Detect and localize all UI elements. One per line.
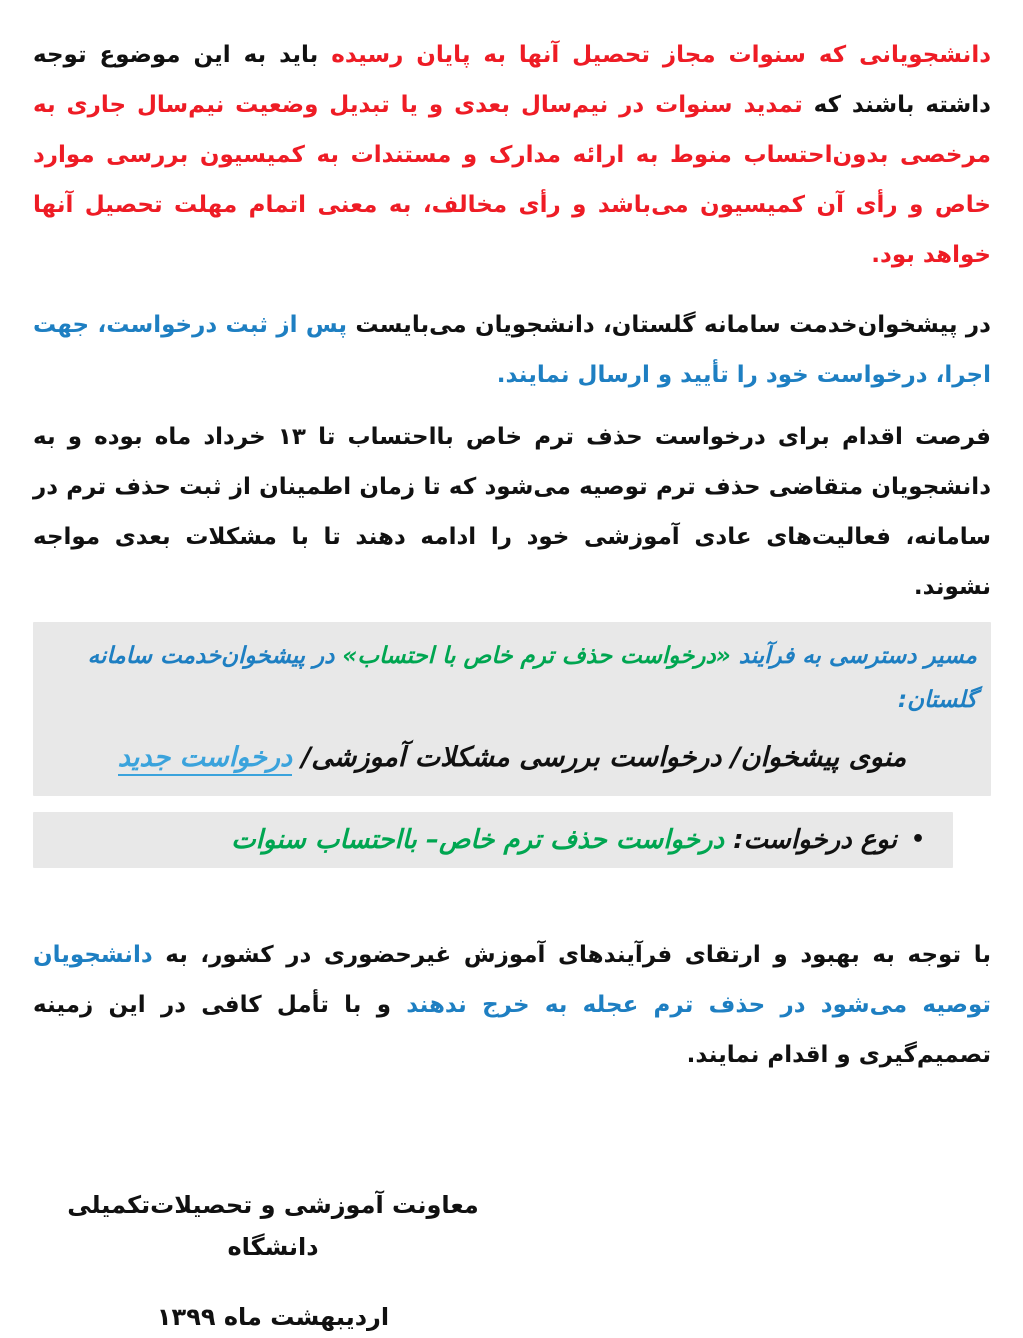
new-request-link[interactable]: درخواست جدید — [118, 742, 292, 776]
access-path-title-line — [47, 634, 977, 722]
request-type-label: نوع درخواست: — [724, 825, 897, 855]
path-green-request-name: «درخواست حذف ترم خاص با احتساب» — [342, 643, 731, 669]
paragraph-service-desk-instruction — [33, 300, 991, 400]
signature-date: اردیبهشت ماه ۱۳۹۹ — [156, 1303, 390, 1331]
signature-department: معاونت آموزشی و تحصیلات‌تکمیلی دانشگاه — [67, 1191, 479, 1261]
path-blue-segment-2: در پیشخوان‌خدمت سامانه گلستان: — [87, 643, 977, 713]
paragraph-advice — [33, 930, 991, 1080]
request-type-value: درخواست حذف ترم خاص– بااحتساب سنوات — [231, 825, 725, 855]
p1-black-segment: باید به این موضوع توجه داشته باشند که — [33, 42, 991, 118]
highlight-box-request-type — [33, 812, 953, 868]
bullet-icon: • — [910, 827, 925, 852]
paragraph-study-years-warning — [33, 30, 991, 280]
access-path-menu-line — [47, 734, 977, 782]
p4-black-segment-2: و با تأمل کافی در این زمینه تصمیم‌گیری و اقدام نمایند. — [33, 992, 991, 1068]
highlight-box-access-path — [33, 622, 991, 796]
p2-black-segment: در پیشخوان‌خدمت سامانه گلستان، دانشجویان می‌بایست — [347, 312, 991, 338]
p4-blue-segment: دانشجویان توصیه می‌شود در حذف ترم عجله به خرج ندهند — [33, 942, 992, 1018]
p1-red-segment-1: دانشجویانی که سنوات مجاز تحصیل آنها به پایان رسیده — [318, 42, 991, 68]
p4-black-segment-1: با توجه به بهبود و ارتقای فرآیندهای آموزش غیرحضوری در کشور، به — [152, 942, 991, 968]
signature-block — [33, 1184, 513, 1338]
p3-text: فرصت اقدام برای درخواست حذف ترم خاص بااحتساب تا ۱۳ خرداد ماه بوده و به دانشجویان متقاضی حذف ترم توصیه می‌شود که تا زمان اطمینان از ثبت حذف ترم در سامانه، فعالیت‌های عادی آموزشی خود را ادامه دهند تا با مشکلات بعدی مواجه نشوند. — [33, 424, 991, 600]
p2-blue-segment: پس از ثبت درخواست، جهت اجرا، درخواست خود را تأیید و ارسال نمایند. — [33, 312, 991, 388]
paragraph-deadline — [33, 412, 991, 612]
menu-path-text: منوی پیشخوان/ درخواست بررسی مشکلات آموزشی/ — [292, 742, 907, 773]
path-blue-segment-1: مسیر دسترسی به فرآیند — [730, 643, 977, 669]
p1-red-segment-2: تمدید سنوات در نیم‌سال بعدی و یا تبدیل وضعیت نیم‌سال جاری به مرخصی بدون‌احتساب منوط به ارائه مدارک و مستندات به کمیسیون بررسی موارد خاص و رأی آن کمیسیون می‌باشد و رأی مخالف، به معنی اتمام مهلت تحصیل آنها خواهد بود. — [33, 92, 991, 268]
